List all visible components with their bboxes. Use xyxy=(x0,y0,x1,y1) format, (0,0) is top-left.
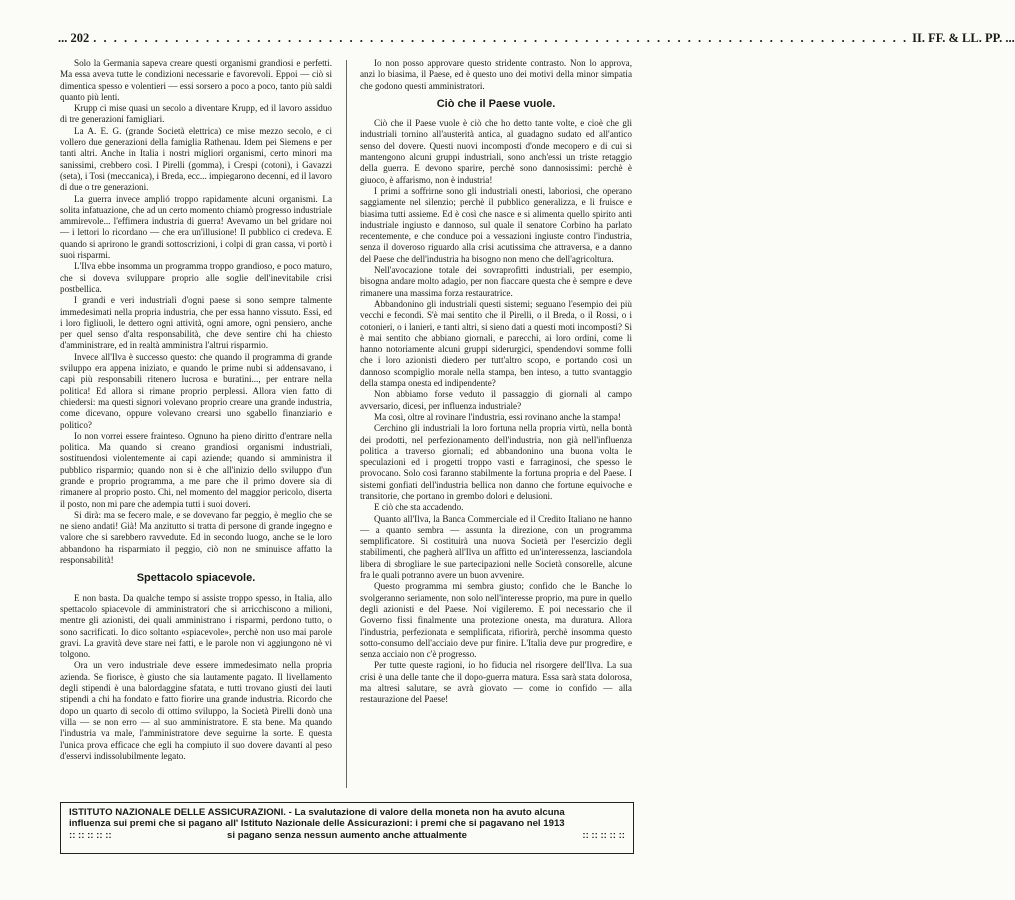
paragraph: E non basta. Da qualche tempo si assiste troppo spesso, in Italia, allo spettacolo spiacevole di amministratori che si arricchiscono a milioni, mentre gli azionisti, dei quali amministrano i risparmi, perdono tutto, o sono sacrificati. Io dico soltanto «spiacevole», perchè non uso mai parole gravi. La gravità deve stare nei fatti, e le parole non vi aggiungono nè vi tolgono. xyxy=(60,592,332,660)
paragraph: Io non posso approvare questo stridente contrasto. Non lo approva, anzi lo biasima, il Paese, ed è questo uno dei motivi della minor simpatia che godono questi amministratori. xyxy=(360,58,632,91)
paragraph: E ciò che sta accadendo. xyxy=(374,502,464,513)
paragraph: I grandi e veri industriali d'ogni paese si sono sempre talmente immedesimati nella propria industria, che per essa hanno vissuto. Essi, ed i loro figliuoli, le dettero ogni attività, ogni amore, ogni pensiero, anche per quel senso d'alta responsabilità, che deve sentire chi ha chiesto d'amministrare, ed in realtà amministra l'altrui risparmio. xyxy=(60,295,332,351)
ad-line-text: si pagano senza nessun aumento anche attualmente xyxy=(227,829,467,841)
paragraph: Cerchino gli industriali la loro fortuna nella propria virtù, nella bontà dei prodotti, nel perfezionamento dell'industria, non già nell'influenza politica a traverso giornali; ed abbandonino una buona volta le speculazioni ed i progetti troppo vasti e farraginosi, che spesso le provocano. Solo così faranno stabilmente la fortuna propria e del Paese. I sistemi gonfiati dell'industria bellica non danno che fortune equivoche e transitorie, che portano in grembo dolori e delusioni. xyxy=(360,423,632,501)
paragraph: La A. E. G. (grande Società elettrica) ce mise mezzo secolo, e ci vollero due generazioni della famiglia Rathenau. Idem pei Siemens e per tanti altri. Anche in Italia i nostri migliori organismi, certo minori ma sanissimi, crebbero così. I Pirelli (gomma), i Crespi (cotoni), i Gavazzi (seta), i Tosi (meccanica), i Breda, ecc... impiegarono decenni, ed il lavoro di due o tre generazioni. xyxy=(60,125,332,193)
ad-ornament: :: :: :: :: :: xyxy=(582,829,625,841)
paragraph: Si dirà: ma se fecero male, e se dovevano far peggio, è meglio che se ne sieno andati! Già! Ma anzitutto si tratta di persone di grande ingegno e valore che si sarebbero ravvedute. Ed in secondo luogo, anche se le loro abbandono ha risparmiato il peggio, ciò non ne sminuisce affatto la responsabilità! xyxy=(60,509,332,566)
journal-title: II. FF. & LL. PP. ... xyxy=(912,30,1015,45)
insurance-advertisement-box xyxy=(60,802,634,854)
paragraph: Per tutte queste ragioni, io ho fiducia nel risorgere dell'Ilva. La sua crisi è una delle tante che il dopo-guerra matura. Essa sarà stata dolorosa, ma altresì salutare, se avrà giovato — come io confido — alla restaurazione del Paese! xyxy=(360,660,632,705)
paragraph: Invece all'Ilva è successo questo: che quando il programma di grande sviluppo era appena iniziato, e quando le prime nubi si addensavano, i capi più responsabili ritenero lucrosa e buratini..., per entrare nella politica! Ed allora si rimane proprio perplessi. Allora vien fatto di chiedersi: ma questi signori volevano proprio creare una grande industria, come dicevano, oppure volevano crearsi uno sgabello finanziario e politico? xyxy=(60,351,332,430)
ad-line: influenza sui premi che si pagano all' Istituto Nazionale delle Assicurazioni: i premi che si pagavano nel 1913 xyxy=(69,818,565,830)
paragraph: L'Ilva ebbe insomma un programma troppo grandioso, e poco maturo, che si doveva sviluppare proprio alle soglie dell'inevitabile crisi postbellica. xyxy=(60,261,332,294)
page-number: ... 202 xyxy=(58,30,90,45)
paragraph: Nell'avocazione totale dei sovraprofitti industriali, per esempio, bisogna andare molto adagio, per non fiaccare questa che è sempre e deve rimanere una massima forza restauratrice. xyxy=(360,265,632,298)
paragraph: Ma così, oltre al rovinare l'industria, essi rovinano anche la stampa! xyxy=(374,411,621,422)
ad-line xyxy=(69,830,625,841)
column-divider xyxy=(346,60,347,788)
paragraph: Non abbiamo forse veduto il passaggio di giornali al campo avversario, dicesi, per influenza industriale? xyxy=(360,389,632,411)
right-paragraphs-a xyxy=(360,58,632,92)
page-header xyxy=(58,30,1015,46)
paragraph: Krupp ci mise quasi un secolo a diventare Krupp, ed il lavoro assiduo di tre generazioni famigliari. xyxy=(60,103,332,125)
ad-line: ISTITUTO NAZIONALE DELLE ASSICURAZIONI. - La svalutazione di valore della moneta non ha avuto alcuna xyxy=(69,807,565,818)
ad-ornament: :: :: :: :: :: xyxy=(69,829,112,841)
right-column xyxy=(360,58,632,706)
left-paragraphs-a xyxy=(60,58,332,566)
paragraph: Quanto all'Ilva, la Banca Commerciale ed il Credito Italiano ne hanno — a quanto sembra — assunta la direzione, con un programma semplificatore. Si costituirà una nuova Società per l'esercizio degli stabilimenti, che pagherà all'Ilva un affitto ed un'interessenza, lasciandola libera di sbrogliare le sue partecipazioni nelle Società consorelle, alcune fra le quali potranno avere un buon avvenire. xyxy=(360,513,632,581)
paragraph: Io non vorrei essere frainteso. Ognuno ha pieno diritto d'entrare nella politica. Ma quando si creano grandiosi organismi industriali, sostituendosi violentemente ai capi aziende; quando si amministra il pubblico risparmio; quando non si è che all'inizio dello sviluppo d'un grande e proprio programma, a me pare che il primo dovere sia di rimanere al proprio posto. Chi, nel momento del maggior pericolo, diserta il posto, non mi pare che adempia tutti i suoi doveri. xyxy=(60,430,332,509)
paragraph: I primi a soffrirne sono gli industriali onesti, laboriosi, che operano saggiamente nel silenzio; perchè il pubblico generalizza, e li fruisce e biasima tutti assieme. Ed è così che nasce e si alimenta quello spirito anti industriale ingiusto e dannoso, sul quale il senatore Corbino ha parlato recentemente, e che conduce poi a vessazioni ingiuste contro l'industria, senza il doveroso riguardo alla crisi acutissima che attraversa, e a danno del Paese che dell'industria ha bisogno non meno che dell'agricoltura. xyxy=(360,185,632,264)
paragraph: La guerra invece amplió troppo rapidamente alcuni organismi. La solita infatuazione, che ad un certo momento chiamò progresso industriale ammirevole... l'effimera industria di guerra! Avevamo un bel gridare noi — i lettori lo ricordano — che era un'illusione! Il pubblico ci credeva. E quando si aprirono le grandi sottoscrizioni, i colpi di gran cassa, vi portò i suoi risparmi. xyxy=(60,193,332,261)
left-column xyxy=(60,58,332,762)
paragraph: Abbandonino gli industriali questi sistemi; seguano l'esempio dei più vecchi e fecondi. S'è mai sentito che il Pirelli, o il Breda, o il Rossi, o i cotonieri, o i lanieri, e tanti altri, si sieno dati a questi moti incomposti? Si è mai sentito che abbiano giornali, e parecchi, ai loro ordini, come li hanno notoriamente alcuni gruppi siderurgici, spendendovi somme folli che i loro azionisti diedero per tutt'altro scopo, e portando così un dannoso scompiglio morale nella stampa, ben inteso, a tutto svantaggio della stampa onesta ed indipendente? xyxy=(360,298,632,389)
right-paragraphs-b xyxy=(360,118,632,705)
left-paragraphs-b xyxy=(60,593,332,762)
paragraph: Ciò che il Paese vuole è ciò che ho detto tante volte, e cioè che gli industriali tornino all'austerità antica, al guadagno sudato ed all'antico senso del dovere. Questi nuovi incomposti d'onde mecopero e di cui si mantengono alcuni gruppi industriali, sono anch'essi un triste retaggio della guerra. E devono sparire, perchè sono dannosissimi: perchè è giuoco, è affarismo, non è industria! xyxy=(360,118,632,185)
header-dot-leader: . . . . . . . . . . . . . . . . . . . . . . . . . . . . . . . . . . . . . . . . . . . . . . . . . . . . . . . . . . . . . . . . . . . . . . . . . . . . . . . . xyxy=(93,30,909,45)
section-heading-paese: Ciò che il Paese vuole. xyxy=(436,97,556,110)
section-heading-spettacolo: Spettacolo spiacevole. xyxy=(136,572,256,585)
paragraph: Questo programma mi sembra giusto; confido che le Banche lo svolgeranno seriamente, non solo nell'interesse proprio, ma pure in quello degli azionisti e del Paese. Noi vigileremo. E poi necessario che il Governo fissi finalmente una protezione onesta, ma duratura. Allora l'industria, perfezionata e semplificata, rifiorirà, perchè insomma questo sotto-consumo dell'acciaio deve pur finire. L'Italia deve pur progredire, e senza acciaio non c'è progresso. xyxy=(360,581,632,660)
paragraph: Ora un vero industriale deve essere immedesimato nella propria azienda. Se fiorisce, è giusto che sia lautamente pagato. Il livellamento degli stipendi è una balordaggine sfatata, e tutti trovano giusti dei lauti stipendi a chi ha fondato e fatto fiorire una grande industria. Ricordo che dopo un quarto di secolo di ottimo sviluppo, la Società Pirelli donò una villa — se non erro — al suo amministratore. E sta bene. Ma quando l'industria va male, l'amministratore deve seguirne la sorte. E questa l'unica prova efficace che egli ha compiuto il suo dovere davanti al peso d'esservi indissolubilmente legato. xyxy=(60,660,332,761)
paragraph: Solo la Germania sapeva creare questi organismi grandiosi e perfetti. Ma essa aveva tutte le condizioni necessarie e favorevoli. Eppoi — ciò si dimentica spesso e volentieri — essi sorsero a poco a poco, tanto più saldi quanto più lenti. xyxy=(60,58,332,102)
